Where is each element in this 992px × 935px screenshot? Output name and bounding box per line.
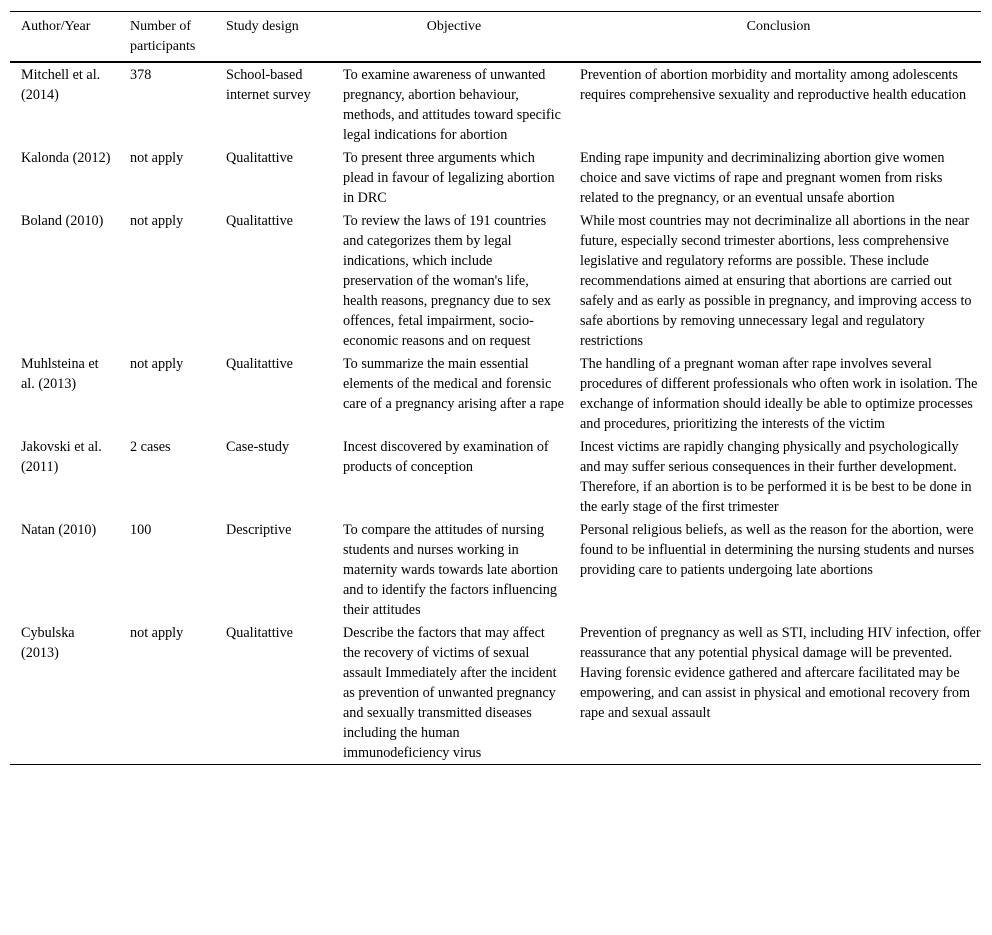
table-row [10,209,981,352]
cell-objective: To examine awareness of unwanted pregnancy, abortion behaviour, methods, and attitudes toward specific legal indications for abortion [343,67,561,143]
cell-conclusion: Incest victims are rapidly changing physically and psychologically and may suffer serious consequences in their further development. Therefore, if an abortion is to be performed it is be best to be done in the early stage of the first trimester [580,439,972,515]
header-number-of-participants: Number of participants [130,19,196,54]
header-objective: Objective [426,19,482,34]
cell-conclusion: Ending rape impunity and decriminalizing abortion give women choice and save victims of rape and pregnant women from risks related to the pregnancy, or an eventual unsafe abortion [580,150,945,206]
cell-study-design: Qualitattive [226,625,293,641]
cell-author-year: Boland (2010) [21,213,104,229]
cell-participants: not apply [130,213,184,229]
cell-objective: To summarize the main essential elements of the medical and forensic care of a pregnancy arising after a rape [343,356,564,412]
cell-conclusion: Prevention of pregnancy as well as STI, including HIV infection, offer reassurance that any potential physical damage will be prevented. Having forensic evidence gathered and aftercare facilitated may be empowering, and can assist in physical and emotional recovery from rape and sexual assault [580,625,981,721]
cell-conclusion: While most countries may not decriminalize all abortions in the near future, especially second trimester abortions, less comprehensive legislative and regulatory reforms are possible. These include recommendations aimed at ensuring that abortions are carried out safely and as early as possible in pregnancy, and improving access to safe abortions by removing unnecessary legal and regulatory restrictions [580,213,972,349]
cell-conclusion: Prevention of abortion morbidity and mortality among adolescents requires comprehensive sexuality and reproductive health education [580,67,967,103]
table-header [10,12,981,63]
table-row [10,621,981,765]
table-row [10,146,981,209]
cell-participants: not apply [130,625,184,641]
cell-study-design: Qualitattive [226,213,293,229]
cell-study-design: Case-study [226,439,290,455]
cell-study-design: Qualitattive [226,150,293,166]
cell-participants: 2 cases [130,439,171,455]
cell-author-year: Cybulska (2013) [21,625,75,661]
table-row [10,435,981,518]
cell-participants: 100 [130,522,152,538]
studies-table-container [10,11,981,765]
cell-author-year: Muhlsteina et al. (2013) [21,356,99,392]
cell-author-year: Jakovski et al. (2011) [21,439,102,475]
cell-objective: Describe the factors that may affect the recovery of victims of sexual assault Immediately after the incident as prevention of unwanted pregnancy and sexually transmitted diseases including the human immunodeficiency virus [343,625,557,761]
cell-objective: To compare the attitudes of nursing students and nurses working in maternity wards towards late abortion and to identify the factors influencing their attitudes [343,522,559,618]
cell-author-year: Mitchell et al. (2014) [21,67,101,103]
cell-study-design: Descriptive [226,522,292,538]
table-row [10,352,981,435]
table-row [10,518,981,621]
header-row [10,12,981,63]
header-conclusion: Conclusion [746,19,811,34]
header-author-year: Author/Year [21,19,91,34]
table-body [10,62,981,765]
cell-participants: not apply [130,150,184,166]
studies-table [10,11,981,765]
cell-study-design: Qualitattive [226,356,293,372]
cell-conclusion: The handling of a pregnant woman after rape involves several procedures of different professionals who often work in isolation. The exchange of information should ideally be able to optimize processes and procedures, prioritizing the interests of the victim [580,356,978,432]
cell-objective: Incest discovered by examination of products of conception [343,439,549,475]
cell-conclusion: Personal religious beliefs, as well as the reason for the abortion, were found to be influential in determining the nursing students and nurses providing care to patients undergoing late abortions [580,522,975,578]
cell-participants: not apply [130,356,184,372]
cell-study-design: School-based internet survey [226,67,311,103]
cell-objective: To review the laws of 191 countries and categorizes them by legal indications, which include preservation of the woman's life, health reasons, pregnancy due to sex offences, fetal impairment, socio-economic reasons and on request [343,213,552,349]
cell-author-year: Kalonda (2012) [21,150,111,166]
cell-author-year: Natan (2010) [21,522,97,538]
cell-objective: To present three arguments which plead in favour of legalizing abortion in DRC [343,150,555,206]
table-row [10,62,981,146]
cell-participants: 378 [130,67,152,83]
header-study-design: Study design [226,19,299,34]
